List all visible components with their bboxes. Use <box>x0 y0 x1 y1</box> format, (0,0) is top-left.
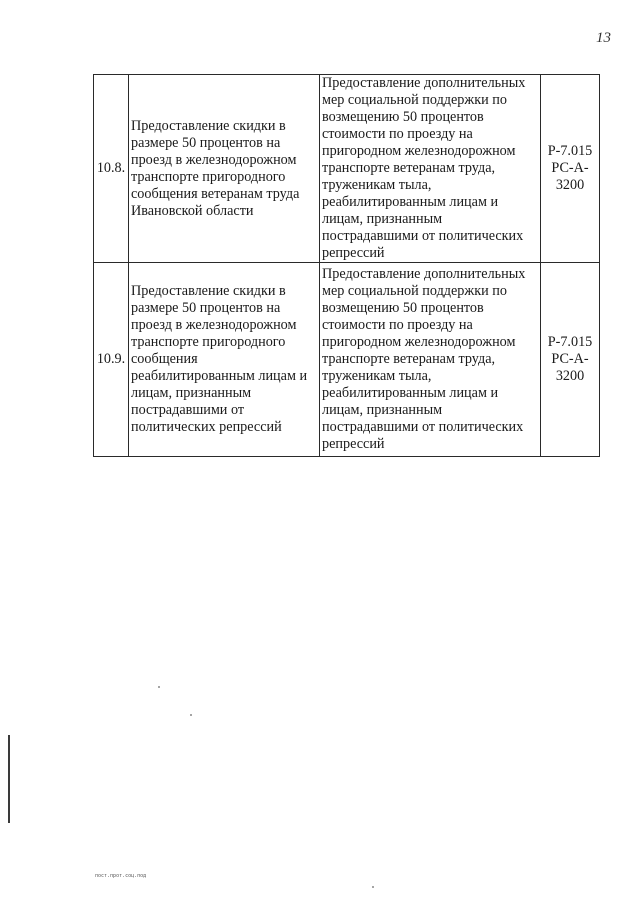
row-number: 10.8. <box>94 75 129 263</box>
scan-speck <box>372 886 374 888</box>
service-code-line2: РС-А- <box>551 160 589 176</box>
service-code <box>541 75 600 263</box>
service-code-line2: РС-А- <box>551 351 589 367</box>
page-number: 13 <box>596 30 611 46</box>
scan-speck <box>190 714 192 716</box>
footer-stamp: пост.прот.соц.под <box>95 873 147 879</box>
service-code-line1: Р-7.015 <box>547 334 593 350</box>
service-name: Предоставление скидки в размере 50 процентов на проезд в железнодорожном транспорте пригородного сообщения реабилитированным лицам и лицам, признанным пострадавшими от политических репрессий <box>129 263 320 457</box>
service-code-line1: Р-7.015 <box>547 143 593 159</box>
services-table <box>93 74 600 457</box>
service-description: Предоставление дополнительных мер социальной поддержки по возмещению 50 процентов стоимости по проезду на пригородном железнодорожном транспорте ветеранам труда, труженикам тыла, реабилитированным лицам и лицам, признанным пострадавшими от политических репрессий <box>320 75 541 263</box>
table-row <box>94 263 600 457</box>
scan-margin-mark <box>8 735 10 823</box>
service-code-line3: 3200 <box>555 368 585 384</box>
service-description: Предоставление дополнительных мер социальной поддержки по возмещению 50 процентов стоимости по проезду на пригородном железнодорожном транспорте ветеранам труда, труженикам тыла, реабилитированным лицам и лицам, признанным пострадавшими от политических репрессий <box>320 263 541 457</box>
service-code <box>541 263 600 457</box>
table-row <box>94 75 600 263</box>
scan-speck <box>158 686 160 688</box>
service-name: Предоставление скидки в размере 50 процентов на проезд в железнодорожном транспорте пригородного сообщения ветеранам труда Ивановской области <box>129 75 320 263</box>
row-number: 10.9. <box>94 263 129 457</box>
service-code-line3: 3200 <box>555 177 585 193</box>
